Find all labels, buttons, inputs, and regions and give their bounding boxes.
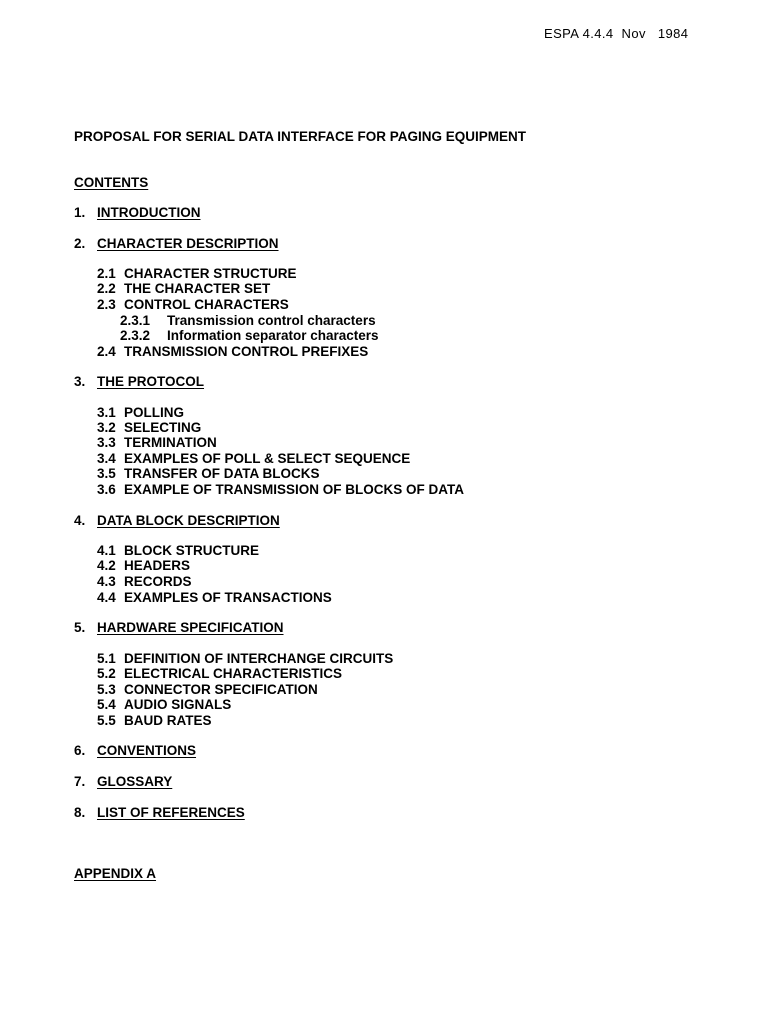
section-title: DATA BLOCK DESCRIPTION (97, 513, 280, 528)
toc-item-5-2[interactable] (97, 666, 342, 682)
toc-item-2-2[interactable] (97, 281, 270, 297)
item-number: 4.4 (97, 590, 116, 605)
item-number: 5.2 (97, 666, 116, 681)
toc-item-5-5[interactable] (97, 713, 212, 729)
section-title: LIST OF REFERENCES (97, 805, 245, 820)
item-number: 2.1 (97, 266, 116, 281)
item-title: BLOCK STRUCTURE (124, 543, 259, 558)
section-number: 6. (74, 743, 86, 758)
item-title: TRANSMISSION CONTROL PREFIXES (124, 344, 369, 359)
section-title: HARDWARE SPECIFICATION (97, 620, 284, 635)
item-title: HEADERS (124, 558, 191, 573)
item-number: 5.5 (97, 713, 116, 728)
item-title: ELECTRICAL CHARACTERISTICS (124, 666, 343, 681)
toc-section-7[interactable] (74, 774, 172, 790)
section-number: 1. (74, 205, 86, 220)
section-number: 8. (74, 805, 86, 820)
item-number: 3.3 (97, 435, 116, 450)
item-number: 5.3 (97, 682, 116, 697)
item-number: 3.1 (97, 405, 116, 420)
toc-item-3-6[interactable] (97, 482, 464, 498)
item-title: EXAMPLES OF POLL & SELECT SEQUENCE (124, 451, 411, 466)
item-title: THE CHARACTER SET (124, 281, 271, 296)
section-number: 2. (74, 236, 86, 251)
toc-item-4-1[interactable] (97, 543, 259, 559)
item-number: 2.2 (97, 281, 116, 296)
item-title: RECORDS (124, 574, 192, 589)
toc-item-3-5[interactable] (97, 466, 320, 482)
item-title: EXAMPLE OF TRANSMISSION OF BLOCKS OF DATA (124, 482, 464, 497)
toc-item-5-4[interactable] (97, 697, 231, 713)
item-number: 2.4 (97, 344, 116, 359)
toc-item-4-4[interactable] (97, 590, 332, 606)
toc-appendix-a[interactable]: APPENDIX A (74, 866, 157, 881)
item-title: TRANSFER OF DATA BLOCKS (124, 466, 320, 481)
document-title: PROPOSAL FOR SERIAL DATA INTERFACE FOR PAGING EQUIPMENT (74, 129, 527, 144)
toc-item-4-2[interactable] (97, 558, 190, 574)
section-number: 3. (74, 374, 86, 389)
section-number: 5. (74, 620, 86, 635)
toc-item-5-3[interactable] (97, 682, 318, 698)
item-number: 2.3 (97, 297, 116, 312)
toc-item-2-4[interactable] (97, 344, 368, 360)
item-title: TERMINATION (124, 435, 217, 450)
toc-item-2-3-2[interactable] (120, 328, 379, 344)
item-title: SELECTING (124, 420, 202, 435)
toc-item-3-4[interactable] (97, 451, 410, 467)
item-title: CHARACTER STRUCTURE (124, 266, 297, 281)
section-title: GLOSSARY (97, 774, 173, 789)
item-number: 4.1 (97, 543, 116, 558)
section-title: CHARACTER DESCRIPTION (97, 236, 279, 251)
item-title: CONTROL CHARACTERS (124, 297, 289, 312)
toc-section-8[interactable] (74, 805, 245, 821)
toc-item-2-3-1[interactable] (120, 313, 376, 329)
item-title: EXAMPLES OF TRANSACTIONS (124, 590, 332, 605)
item-title: POLLING (124, 405, 184, 420)
contents-heading: CONTENTS (74, 175, 149, 190)
item-title: AUDIO SIGNALS (124, 697, 232, 712)
toc-item-3-1[interactable] (97, 405, 184, 421)
toc-item-5-1[interactable] (97, 651, 393, 667)
item-number: 3.5 (97, 466, 116, 481)
section-title: INTRODUCTION (97, 205, 201, 220)
item-number: 5.1 (97, 651, 116, 666)
item-number: 4.3 (97, 574, 116, 589)
toc-section-2[interactable] (74, 236, 279, 252)
toc-item-2-3[interactable] (97, 297, 289, 313)
toc-item-3-2[interactable] (97, 420, 201, 436)
toc-item-3-3[interactable] (97, 435, 217, 451)
item-title: Information separator characters (167, 328, 379, 343)
section-title: CONVENTIONS (97, 743, 197, 758)
section-title: THE PROTOCOL (97, 374, 205, 389)
section-number: 4. (74, 513, 86, 528)
toc-item-4-3[interactable] (97, 574, 192, 590)
toc-section-4[interactable] (74, 513, 280, 529)
item-number: 3.6 (97, 482, 116, 497)
item-title: CONNECTOR SPECIFICATION (124, 682, 318, 697)
document-id: ESPA 4.4.4 Nov 1984 (544, 26, 689, 41)
item-title: BAUD RATES (124, 713, 212, 728)
item-title: Transmission control characters (167, 313, 376, 328)
toc-section-5[interactable] (74, 620, 284, 636)
item-number: 2.3.1 (120, 313, 151, 328)
toc-section-3[interactable] (74, 374, 204, 390)
item-title: DEFINITION OF INTERCHANGE CIRCUITS (124, 651, 394, 666)
item-number: 3.4 (97, 451, 116, 466)
item-number: 2.3.2 (120, 328, 151, 343)
toc-section-1[interactable] (74, 205, 201, 221)
item-number: 3.2 (97, 420, 116, 435)
item-number: 4.2 (97, 558, 116, 573)
item-number: 5.4 (97, 697, 116, 712)
toc-item-2-1[interactable] (97, 266, 297, 282)
toc-section-6[interactable] (74, 743, 196, 759)
section-number: 7. (74, 774, 86, 789)
